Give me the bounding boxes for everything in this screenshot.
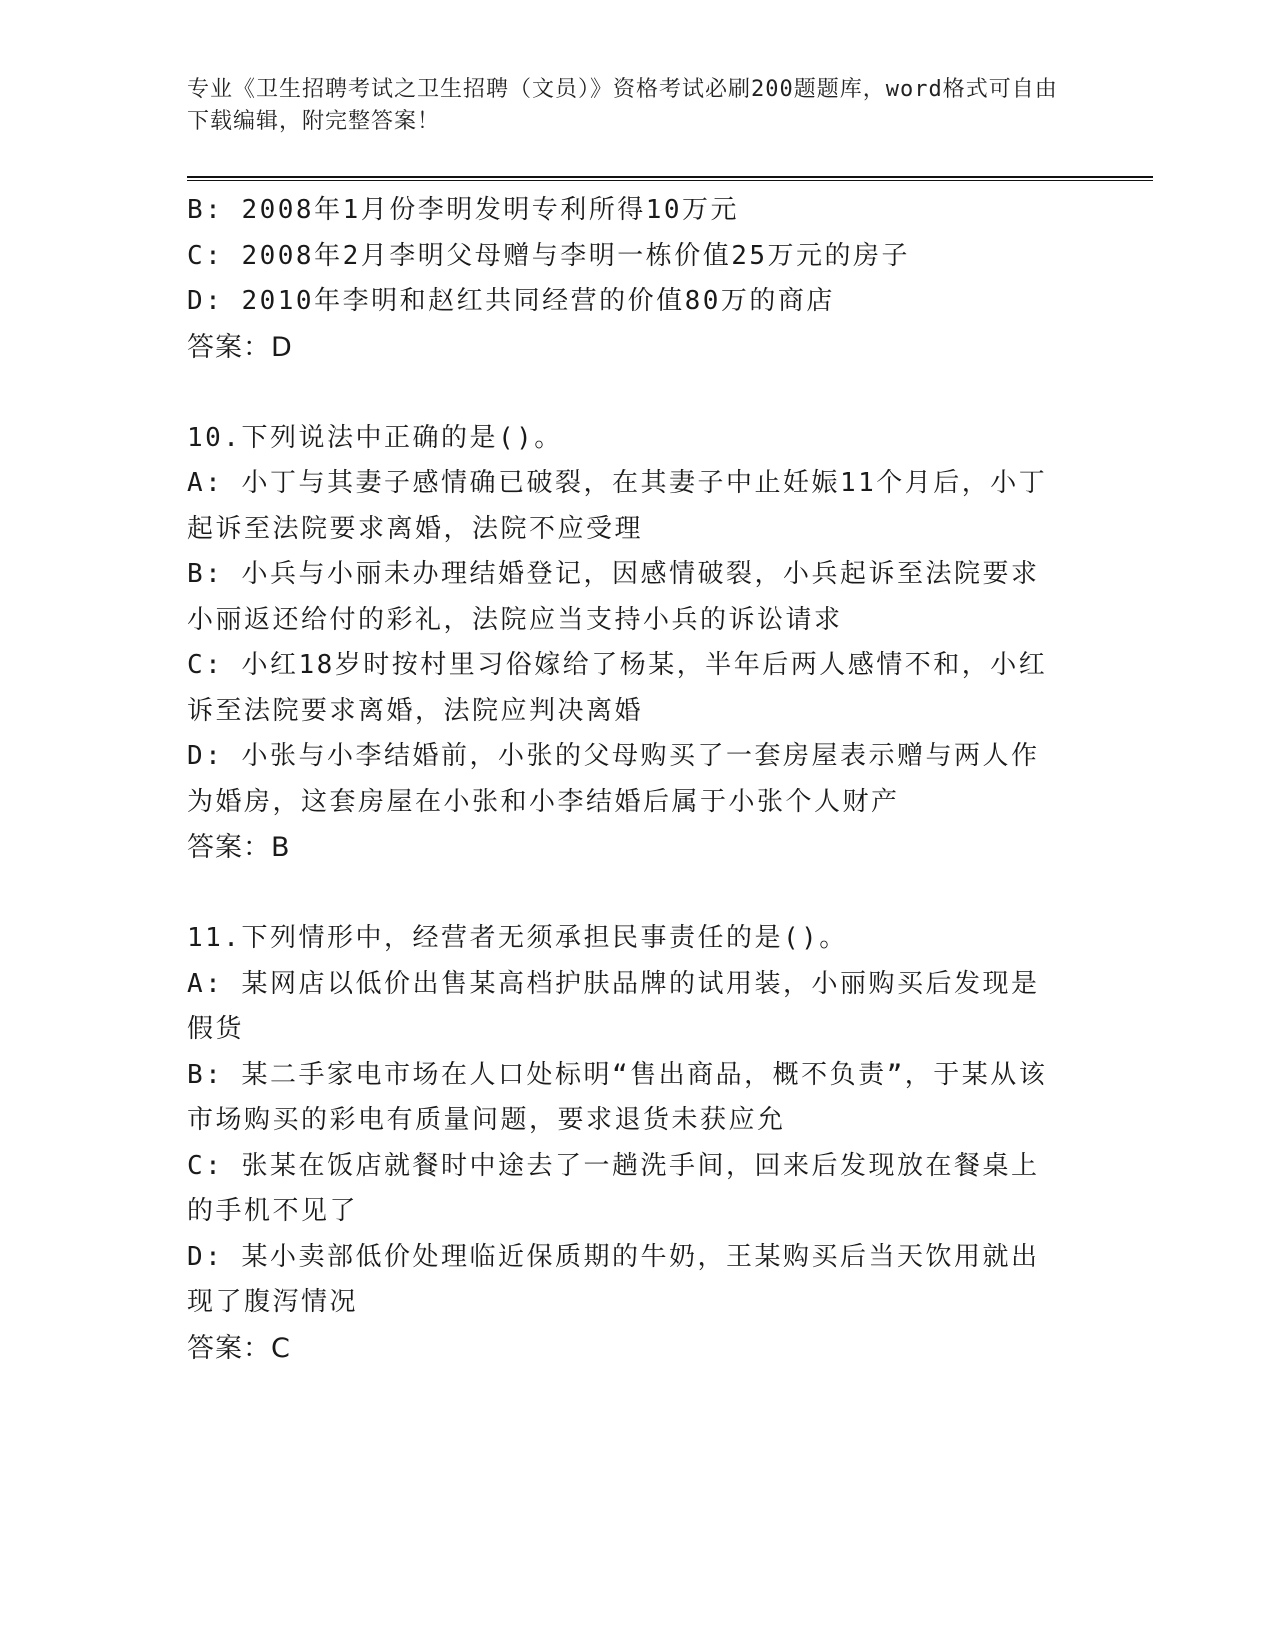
q11-option-d: D: 某小卖部低价处理临近保质期的牛奶，王某购买后当天饮用就出现了腹泻情况 <box>187 1241 1040 1317</box>
q11-option-c: C: 张某在饭店就餐时中途去了一趟洗手间，回来后发现放在餐桌上的手机不见了 <box>187 1150 1040 1226</box>
question-11 <box>187 916 1067 1371</box>
question-9-continued <box>187 188 1067 370</box>
q9-answer: 答案：D <box>187 331 293 363</box>
q11-answer: 答案：C <box>187 1332 291 1364</box>
document-body <box>187 188 1067 1371</box>
document-header: 专业《卫生招聘考试之卫生招聘（文员）》资格考试必刷200题题库，word格式可自由下载编辑，附完整答案！ <box>187 77 1058 134</box>
q11-option-b: B: 某二手家电市场在人口处标明“售出商品，概不负责”，于某从该市场购买的彩电有质量问题，要求退货未获应允 <box>187 1059 1048 1135</box>
q10-option-c: C: 小红18岁时按村里习俗嫁给了杨某，半年后两人感情不和，小红诉至法院要求离婚，法院应判决离婚 <box>187 650 1048 726</box>
q10-option-d: D: 小张与小李结婚前，小张的父母购买了一套房屋表示赠与两人作为婚房，这套房屋在小张和小李结婚后属于小张个人财产 <box>187 741 1040 817</box>
q10-question: 10.下列说法中正确的是()。 <box>187 422 563 453</box>
header-divider <box>187 176 1153 181</box>
spacer <box>187 871 1067 917</box>
q9-option-d: D: 2010年李明和赵红共同经营的价值80万的商店 <box>187 286 835 316</box>
spacer <box>187 370 1067 416</box>
q9-option-b: B: 2008年1月份李明发明专利所得10万元 <box>187 195 740 225</box>
q11-option-a: A: 某网店以低价出售某高档护肤品牌的试用装，小丽购买后发现是假货 <box>187 968 1040 1044</box>
q11-question: 11.下列情形中，经营者无须承担民事责任的是()。 <box>187 923 848 953</box>
q9-option-c: C: 2008年2月李明父母赠与李明一栋价值25万元的房子 <box>187 240 911 271</box>
q10-option-b: B: 小兵与小丽未办理结婚登记，因感情破裂，小兵起诉至法院要求小丽返还给付的彩礼，法院应当支持小兵的诉讼请求 <box>187 559 1040 635</box>
question-10 <box>187 416 1067 871</box>
q10-option-a: A: 小丁与其妻子感情确已破裂，在其妻子中止妊娠11个月后，小丁起诉至法院要求离婚，法院不应受理 <box>187 468 1048 544</box>
q10-answer: 答案：B <box>187 832 291 863</box>
